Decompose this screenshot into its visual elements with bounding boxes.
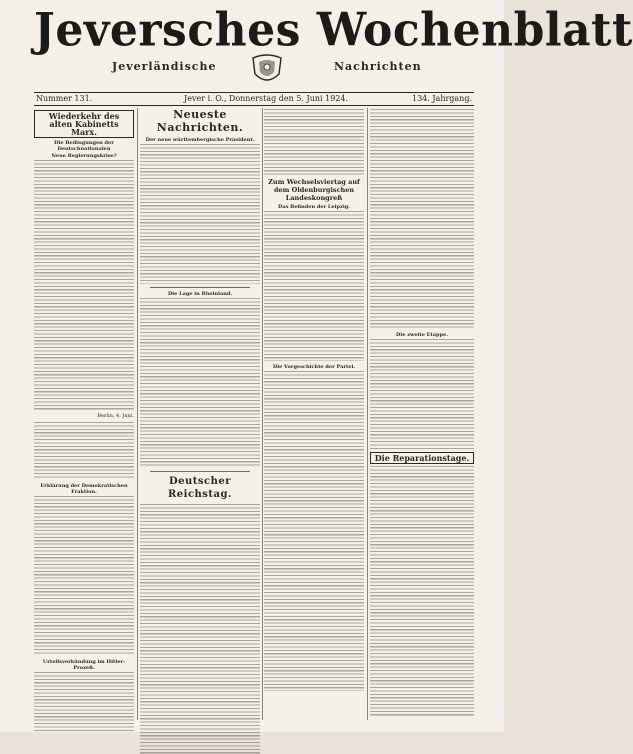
- article-body-text: [140, 298, 260, 468]
- article-subheadline: Die Vorgeschichte der Partei.: [272, 364, 356, 370]
- column-rule: [367, 108, 368, 720]
- article-body-text: [140, 504, 260, 754]
- article-body-text: [264, 109, 364, 175]
- issue-volume: 134. Jahrgang.: [411, 94, 472, 103]
- article-headline: Deutscher Reichstag.: [167, 476, 233, 500]
- article-subheadline: Das Befinden der Leipzig.: [278, 204, 350, 210]
- article-body-text: [264, 371, 364, 691]
- article-headline: Die Reparationstage.: [370, 452, 474, 464]
- article-dateline: Berlin, 4. Juni.: [97, 413, 134, 419]
- column-1: [34, 108, 134, 720]
- article-body-text: [370, 109, 474, 329]
- article-subheadline: Der neue württembergische Präsident.: [145, 137, 255, 143]
- issue-date: Jever i. O., Donnerstag den 5. Juni 1924.: [184, 94, 349, 103]
- masthead-title: Jeversches Wochenblatt: [34, 3, 633, 58]
- masthead-subtitle-left: Jeverländische: [112, 60, 217, 73]
- article-subheadline: Die Lage in Rheinland.: [167, 291, 233, 297]
- dateline-bar: [34, 92, 474, 106]
- article-body-text: [34, 496, 134, 656]
- article-body-text: [34, 422, 134, 480]
- article-headline: Zum Wechselsviertag auf dem Oldenburgischen Landeskongreß: [268, 178, 360, 202]
- masthead: [34, 3, 633, 88]
- article-body-text: [370, 339, 474, 449]
- article-headline: Neueste Nachrichten.: [156, 108, 244, 134]
- article-subheadline: Urteilsverkündung im Hitler-Prozeß.: [42, 659, 126, 671]
- article-subheadline: Neue Regierungskrise?: [51, 153, 117, 159]
- article-body-text: [264, 211, 364, 361]
- coat-of-arms-icon: [249, 52, 285, 86]
- article-body-text: [34, 672, 134, 732]
- column-2: [140, 108, 260, 720]
- article-body-text: [140, 144, 260, 284]
- issue-number: Nummer 131.: [36, 94, 93, 103]
- article-subheadline: Die Bedingungen der Deutschnationalen: [54, 140, 114, 152]
- section-divider: [150, 471, 250, 472]
- article-subheadline: Erklärung der Demokratischen Fraktion.: [40, 483, 128, 495]
- column-rule: [262, 108, 263, 720]
- masthead-subtitle-right: Nachrichten: [334, 60, 422, 73]
- article-body-text: [370, 466, 474, 716]
- article-body-text: [34, 160, 134, 410]
- section-divider: [150, 287, 250, 288]
- article-subheadline: Die zweite Etappe.: [396, 332, 448, 338]
- column-rule: [137, 108, 138, 720]
- column-3: [264, 108, 364, 720]
- article-headline: Wiederkehr des alten Kabinetts Marx.: [34, 110, 134, 138]
- column-4: [370, 108, 474, 720]
